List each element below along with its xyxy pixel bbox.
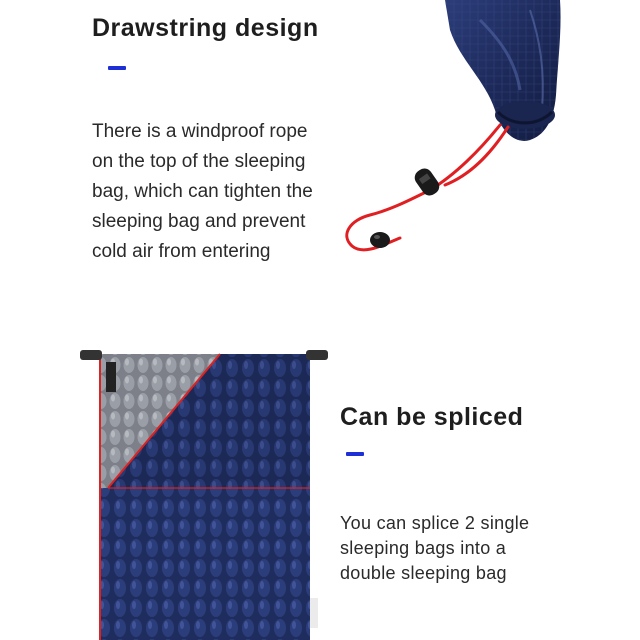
drawstring-accent-bar: [108, 66, 126, 70]
cord-stopper-upper: [412, 165, 443, 198]
description-line: bag, which can tighten the: [92, 181, 313, 202]
description-line: on the top of the sleeping: [92, 151, 306, 172]
front-bag: [100, 488, 310, 640]
description-line: sleeping bag and prevent: [92, 211, 306, 232]
drawstring-section: [0, 0, 640, 300]
description-line: There is a windproof rope: [92, 121, 308, 142]
description-line: sleeping bags into a: [340, 538, 507, 558]
splice-accent-bar: [346, 452, 364, 456]
cord-stopper-lower: [370, 232, 390, 248]
spliced-bags-photo: [80, 338, 340, 640]
drawstring-description: [92, 117, 313, 267]
description-line: double sleeping bag: [340, 563, 507, 583]
splice-description: [340, 511, 529, 586]
drawstring-photo: [330, 0, 640, 300]
splice-title: Can be spliced: [340, 403, 524, 431]
description-line: cold air from entering: [92, 241, 271, 262]
description-line: You can splice 2 single: [340, 513, 530, 533]
splice-section: [0, 320, 640, 640]
drawstring-title: Drawstring design: [92, 14, 319, 42]
